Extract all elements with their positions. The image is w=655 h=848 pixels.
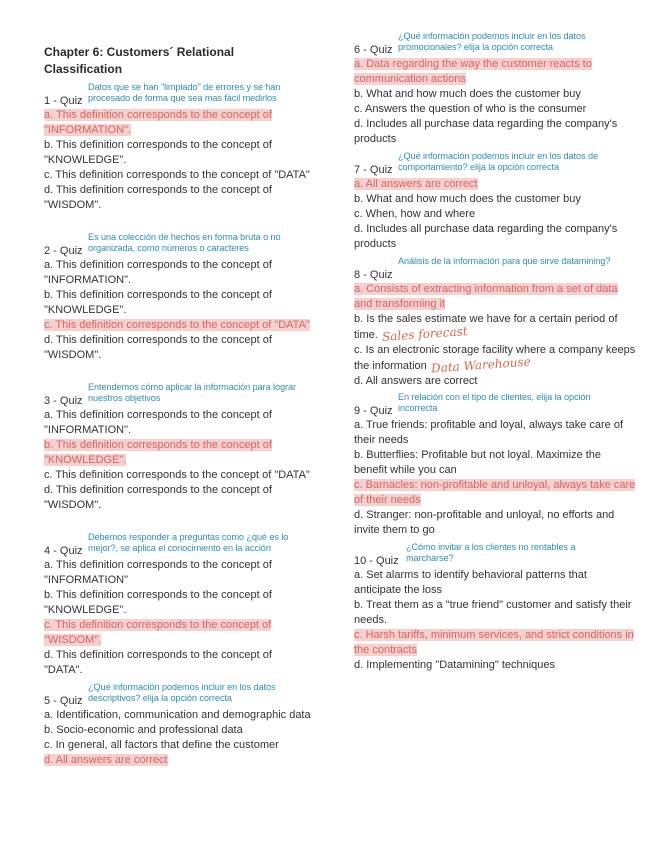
- handwritten-annotation: Sales forecast: [381, 324, 468, 344]
- answer-text: b. This definition corresponds to the concept of "KNOWLEDGE".: [44, 139, 272, 166]
- answer-text: d. This definition corresponds to the concept of "WISDOM".: [44, 334, 272, 361]
- answer-option: [44, 408, 312, 438]
- question-label: 9 - Quiz: [354, 405, 393, 417]
- answer-option: [44, 168, 312, 183]
- answer-text: a. This definition corresponds to the concept of "INFORMATION".: [44, 259, 272, 286]
- answer-option: [354, 117, 636, 147]
- answer-text: d. Includes all purchase data regarding the company's products: [354, 118, 618, 145]
- answer-text: b. Butterflies: Profitable but not loyal. Maximize the benefit while you can: [354, 449, 602, 476]
- correct-answer-text: a. All answers are correct: [354, 178, 478, 190]
- answer-text: a. This definition corresponds to the concept of "INFORMATION": [44, 559, 272, 586]
- question-header: [354, 149, 636, 177]
- answer-text: d. Includes all purchase data regarding the company's products: [354, 223, 618, 250]
- answer-option: [44, 318, 312, 333]
- answer-text: c. When, how and where: [354, 208, 476, 220]
- answer-option: [44, 333, 312, 363]
- question-label: 5 - Quiz: [44, 695, 83, 707]
- question-label: 6 - Quiz: [354, 44, 393, 56]
- answer-option: [44, 483, 312, 513]
- answer-option: [44, 648, 312, 678]
- answer-text: d. This definition corresponds to the concept of "WISDOM".: [44, 484, 272, 511]
- correct-answer-text: a. Consists of extracting information from a set of data and transforming it: [354, 283, 618, 310]
- question-label: 7 - Quiz: [354, 164, 393, 176]
- answer-option: [354, 508, 636, 538]
- question-header: [354, 390, 636, 418]
- quiz-question-1: [44, 80, 312, 213]
- answer-option: [354, 478, 636, 508]
- answer-text: c. Is an electronic storage facility where a company keeps the information: [354, 344, 636, 372]
- question-label: 8 - Quiz: [354, 269, 393, 281]
- correct-answer-text: d. All answers are correct: [44, 754, 168, 766]
- answer-text: a. This definition corresponds to the concept of "INFORMATION".: [44, 409, 272, 436]
- answer-option: [44, 258, 312, 288]
- answer-text: d. This definition corresponds to the concept of "WISDOM".: [44, 184, 272, 211]
- answer-option: [44, 708, 312, 723]
- answer-option: [44, 183, 312, 213]
- answer-text: a. Set alarms to identify behavioral patterns that anticipate the loss: [354, 569, 587, 596]
- quiz-question-2: [44, 230, 312, 363]
- question-label: 10 - Quiz: [354, 555, 399, 567]
- correct-answer-text: c. Barnacles: non-profitable and unloyal, always take care of their needs: [354, 479, 636, 506]
- quiz-question-6: [354, 29, 636, 147]
- answer-option: [44, 468, 312, 483]
- question-label: 3 - Quiz: [44, 395, 83, 407]
- question-header: [354, 29, 636, 57]
- question-header: [44, 380, 312, 408]
- answer-option: [354, 448, 636, 478]
- handwritten-annotation: Data Warehouse: [430, 354, 531, 376]
- question-label: 1 - Quiz: [44, 95, 83, 107]
- answer-option: [44, 108, 312, 138]
- answer-text: a. True friends: profitable and loyal, always take care of their needs: [354, 419, 624, 446]
- answer-text: c. This definition corresponds to the concept of "DATA": [44, 469, 310, 481]
- answer-option: [44, 138, 312, 168]
- answer-option: [44, 738, 312, 753]
- page-title: Chapter 6: Customers´ Relational Classification: [44, 45, 235, 76]
- answer-option: [44, 438, 312, 468]
- answer-option: [354, 418, 636, 448]
- question-header: [44, 530, 312, 558]
- handwritten-note: ¿Qué información podemos incluir en los datos promocionales? elija la opción correcta: [398, 31, 586, 52]
- handwritten-note: Datos que se han "limpiado" de errores y se han procesado de forma que sea mas fácil medirlos: [88, 82, 281, 103]
- question-header: [44, 230, 312, 258]
- question-header: [354, 540, 636, 568]
- quiz-question-3: [44, 380, 312, 513]
- correct-answer-text: b. This definition corresponds to the concept of "KNOWLEDGE".: [44, 439, 272, 466]
- answer-option: [44, 723, 312, 738]
- answer-text: b. This definition corresponds to the concept of "KNOWLEDGE".: [44, 289, 272, 316]
- handwritten-note: Es una colección de hechos en forma bruta o no organizada, como números o caracteres: [88, 232, 281, 253]
- answer-option: [44, 753, 312, 768]
- answer-text: b. What and how much does the customer buy: [354, 193, 581, 205]
- answer-option: [354, 57, 636, 87]
- correct-answer-text: c. This definition corresponds to the concept of "WISDOM".: [44, 619, 272, 646]
- answer-option: [44, 618, 312, 648]
- handwritten-note: ¿Qué información podemos incluir en los datos de comportamiento? elija la opción correcta: [398, 151, 598, 172]
- answer-text: d. Implementing "Datamining" techniques: [354, 659, 556, 671]
- question-header: [354, 254, 636, 282]
- answer-option: [354, 628, 636, 658]
- answer-text: c. Answers the question of who is the consumer: [354, 103, 587, 115]
- answer-option: [354, 568, 636, 598]
- answer-option: [354, 102, 636, 117]
- answer-text: a. Identification, communication and demographic data: [44, 709, 311, 721]
- quiz-question-9: [354, 390, 636, 538]
- correct-answer-text: a. Data regarding the way the customer reacts to communication actions: [354, 58, 592, 85]
- handwritten-note: Análisis de la información para que sirve datamining?: [398, 256, 611, 266]
- quiz-question-8: [354, 254, 636, 389]
- answer-text: c. In general, all factors that define the customer: [44, 739, 279, 751]
- quiz-question-10: [354, 540, 636, 673]
- answer-option: [44, 288, 312, 318]
- answer-option: [354, 222, 636, 252]
- correct-answer-text: c. This definition corresponds to the concept of "DATA": [44, 319, 310, 331]
- answer-text: b. Is the sales estimate we have for a certain period of time.: [354, 313, 618, 341]
- answer-option: [44, 588, 312, 618]
- answer-text: d. Stranger: non-profitable and unloyal, no efforts and invite them to go: [354, 509, 615, 536]
- answer-option: [354, 87, 636, 102]
- answer-text: d. All answers are correct: [354, 375, 478, 387]
- handwritten-note: ¿Qué información podemos incluir en los datos descriptivos? elija la opción correcta: [88, 682, 276, 703]
- answer-text: d. This definition corresponds to the concept of "DATA".: [44, 649, 272, 676]
- answer-option: [44, 558, 312, 588]
- question-label: 2 - Quiz: [44, 245, 83, 257]
- handwritten-note: En relación con el tipo de clientes, elija la opción incorrecta: [398, 392, 591, 413]
- answer-option: [354, 282, 636, 312]
- handwritten-note: Debemos responder a preguntas como ¿qué es lo mejor?, se aplica el conocimiento en la acción: [88, 532, 289, 553]
- handwritten-note: Entendemos cómo aplicar la información para lograr nuestros objetivos: [88, 382, 296, 403]
- answer-text: b. What and how much does the customer buy: [354, 88, 581, 100]
- answer-text: b. Treat them as a "true friend" customer and satisfy their needs.: [354, 599, 632, 626]
- handwritten-note: ¿Cómo invitar a los clientes no rentables a marcharse?: [406, 542, 576, 563]
- quiz-question-7: [354, 149, 636, 252]
- answer-option: [354, 374, 636, 389]
- answer-option: [354, 343, 636, 374]
- answer-text: b. Socio-economic and professional data: [44, 724, 243, 736]
- answer-text: c. This definition corresponds to the concept of "DATA": [44, 169, 310, 181]
- question-header: [44, 680, 312, 708]
- answer-option: [354, 598, 636, 628]
- answer-option: [354, 207, 636, 222]
- answer-option: [354, 658, 636, 673]
- correct-answer-text: a. This definition corresponds to the concept of "INFORMATION".: [44, 109, 272, 136]
- correct-answer-text: c. Harsh tariffs, minimum services, and strict conditions in the contracts: [354, 629, 634, 656]
- answer-option: [354, 177, 636, 192]
- quiz-question-5: [44, 680, 312, 768]
- answer-option: [354, 312, 636, 343]
- answer-text: b. This definition corresponds to the concept of "KNOWLEDGE".: [44, 589, 272, 616]
- quiz-question-4: [44, 530, 312, 678]
- question-label: 4 - Quiz: [44, 545, 83, 557]
- answer-option: [354, 192, 636, 207]
- question-header: [44, 80, 312, 108]
